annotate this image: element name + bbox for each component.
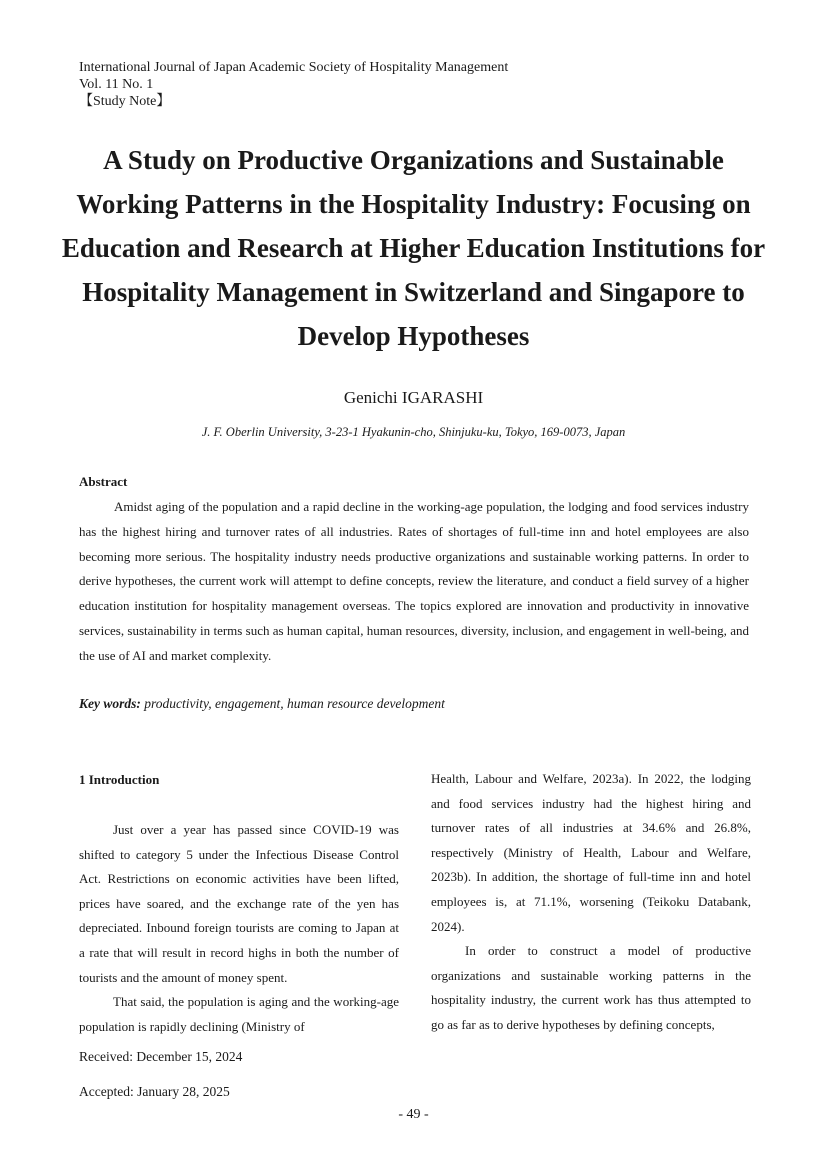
- author-name: Genichi IGARASHI: [343, 388, 484, 407]
- abstract-text: Amidst aging of the population and a rapid decline in the working-age population, the lodging and food services industry has the highest hiring and turnover rates of all industries. Rates of shortages of full-time inn and hotel employees are also becoming more serious. The hospitality industry needs productive organizations and sustainable working patterns. In order to derive hypotheses, the current work will attempt to define concepts, review the literature, and conduct a field survey of a higher education institution for hospitality management overseas. The topics explored are innovation and productivity in innovative services, sustainability in terms such as human capital, human resources, diversity, inclusion, and engagement in well-being, and the use of AI and market complexity.: [79, 499, 749, 663]
- left-column: [79, 771, 399, 1039]
- page-number: - 49 -: [398, 1107, 429, 1122]
- journal-name: International Journal of Japan Academic Society of Hospitality Management: [79, 60, 509, 75]
- section-heading-introduction: 1 Introduction: [79, 772, 160, 787]
- received-date: Received: December 15, 2024: [79, 1049, 243, 1064]
- intro-paragraph: That said, the population is aging and the working-age population is rapidly declining (Ministry of: [79, 994, 399, 1034]
- intro-paragraph: Health, Labour and Welfare, 2023a). In 2022, the lodging and food services industry had the highest hiring and turnover rates of all industries at 34.6% and 26.8%, respectively (Ministry of Health, Labour and Welfare, 2023b). In addition, the shortage of full-time inn and hotel employees is, at 71.1%, worsening (Teikoku Databank, 2024).: [431, 771, 751, 934]
- article-type: 【Study Note】: [79, 94, 171, 109]
- journal-header: [79, 59, 508, 110]
- intro-paragraph: Just over a year has passed since COVID-19 was shifted to category 5 under the Infectious Disease Control Act. Restrictions on economic activities have been lifted, prices have soared, and the exchange rate of the yen has depreciated. Inbound foreign tourists are coming to Japan at a rate that will result in record highs in both the number of tourists and the amount of money spent.: [79, 822, 399, 985]
- intro-paragraph: In order to construct a model of productive organizations and sustainable working patterns in the hospitality industry, the current work has thus attempted to go as far as to derive hypotheses by defining concepts,: [431, 943, 751, 1032]
- abstract-heading: Abstract: [79, 474, 128, 489]
- paper-title: A Study on Productive Organizations and Sustainable Working Patterns in the Hospitality Industry: Focusing on Education and Research at Higher Education Institutions for Hospitality Management in Switzerland and Singapore to Develop Hypotheses: [61, 145, 766, 351]
- author-affiliation: J. F. Oberlin University, 3-23-1 Hyakunin-cho, Shinjuku-ku, Tokyo, 169-0073, Japan: [201, 425, 626, 439]
- journal-volume: Vol. 11 No. 1: [79, 77, 154, 92]
- keywords-text: productivity, engagement, human resource development: [144, 696, 445, 711]
- keywords-label: Key words:: [79, 696, 141, 711]
- keywords: [79, 696, 445, 712]
- right-column: [431, 767, 751, 1038]
- accepted-date: Accepted: January 28, 2025: [79, 1084, 230, 1099]
